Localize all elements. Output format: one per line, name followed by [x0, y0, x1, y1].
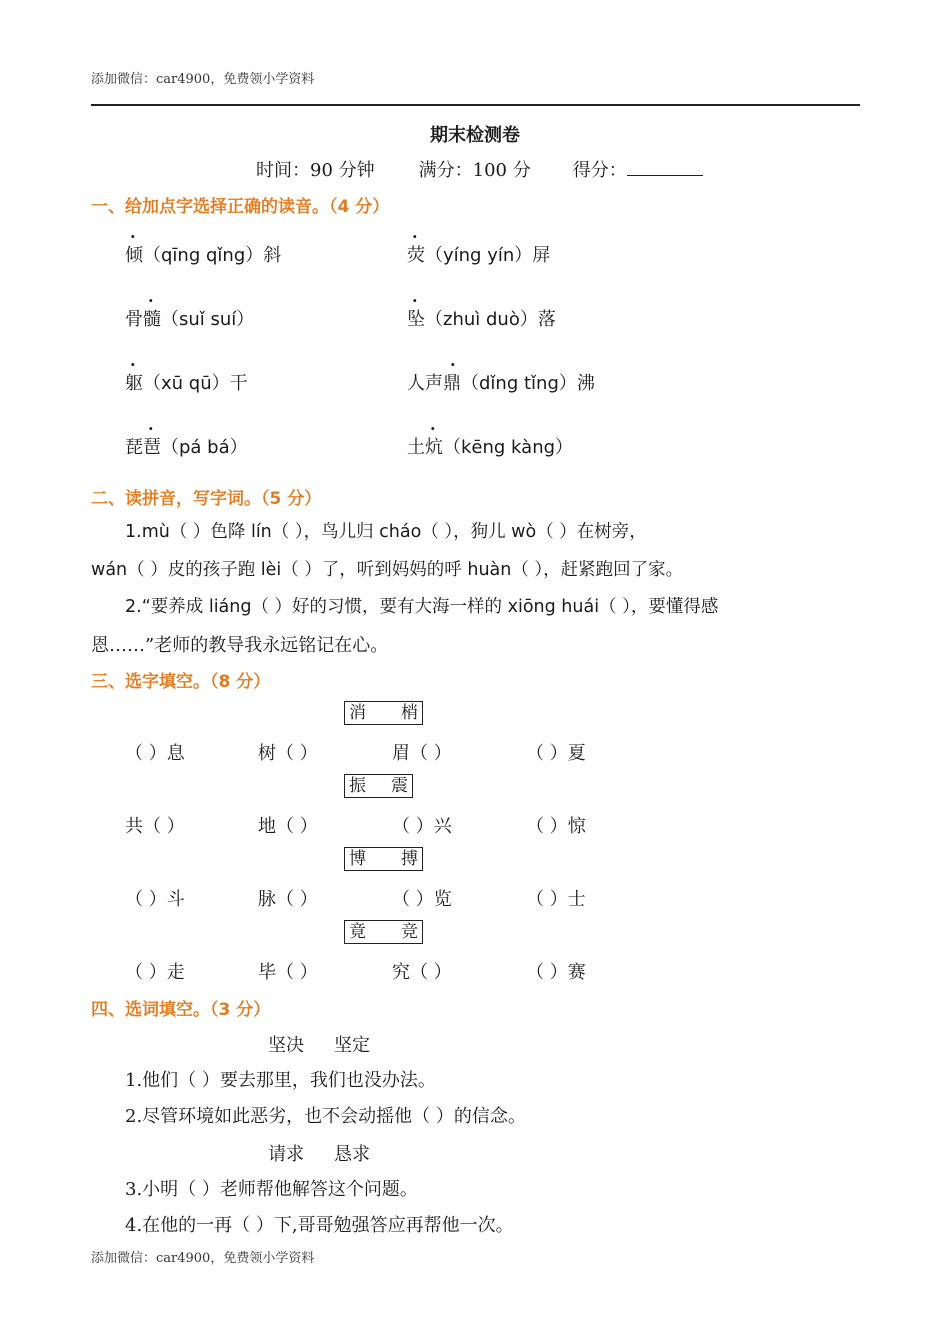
page-title: 期末检测卷 [430, 125, 520, 146]
s1-item-1: 倾（qīng qǐng）斜 [125, 245, 282, 266]
s1-item-6: 人声鼎（dǐng tǐng）沸 [407, 373, 595, 394]
s3-blank: （ ）兴 [392, 816, 452, 837]
s3-blank: （ ）夏 [526, 743, 586, 764]
s3-blank: （ ）赛 [526, 962, 586, 983]
choice-word: 请求 [268, 1144, 304, 1165]
emphasis-dot: . [130, 351, 136, 370]
emphasis-dot: . [130, 223, 136, 242]
s3-blank: 地（ ） [258, 816, 318, 837]
word-choice-2 [268, 1140, 370, 1166]
choice-char: 博 [349, 849, 366, 869]
s2-line-3: 2.“要养成 liáng（ ）好的习惯，要有大海一样的 xiōng huái（ ），要懂得感 [125, 597, 719, 617]
choice-char: 竟 [349, 922, 366, 942]
s3-blank: （ ）息 [125, 743, 185, 764]
section-4-heading: 四、选词填空。（3 分） [91, 1000, 271, 1020]
s1-item-3: 骨髓（suǐ suí） [125, 309, 255, 330]
choice-word: 坚决 [268, 1035, 304, 1056]
s1-item-8: 土炕（kēng kàng） [407, 437, 574, 458]
s3-blank: 眉（ ） [392, 743, 452, 764]
emphasis-dot: . [450, 351, 456, 370]
char-choice-box-2 [344, 774, 413, 798]
s3-blank: 毕（ ） [258, 962, 318, 983]
section-2-heading: 二、读拼音，写字词。（5 分） [91, 489, 322, 509]
char-choice-box-3 [344, 847, 423, 871]
choice-char: 搏 [401, 849, 418, 869]
s4-question-4: 4.在他的一再（ ）下,哥哥勉强答应再帮他一次。 [125, 1215, 514, 1236]
score-label: 得分： [572, 160, 627, 181]
char-choice-box-1 [344, 701, 423, 725]
s2-line-2: wán（ ）皮的孩子跑 lèi（ ）了，听到妈妈的呼 huàn（ ），赶紧跑回了家。 [91, 560, 684, 580]
emphasis-dot: . [148, 287, 154, 306]
full-score-info: 满分：100 分 [418, 160, 531, 181]
choice-char: 竞 [401, 922, 418, 942]
exam-info [256, 156, 703, 182]
watermark-bottom: 添加微信：car4900，免费领小学资料 [91, 1251, 315, 1266]
s2-line-4: 恩……”老师的教导我永远铭记在心。 [91, 635, 389, 656]
header-rule [91, 104, 860, 106]
choice-char: 震 [391, 776, 408, 796]
s3-blank: （ ）惊 [526, 816, 586, 837]
time-info: 时间：90 分钟 [256, 160, 375, 181]
s4-question-2: 2.尽管环境如此恶劣，也不会动摇他（ ）的信念。 [125, 1106, 526, 1127]
s3-blank: 脉（ ） [258, 889, 318, 910]
section-1-heading: 一、给加点字选择正确的读音。（4 分） [91, 197, 390, 217]
s2-line-1: 1.mù（ ）色降 lín（ ），鸟儿归 cháo（ ），狗儿 wò（ ）在树旁， [125, 522, 647, 542]
s1-item-7: 琵琶（pá bá） [125, 437, 248, 458]
section-3-heading: 三、选字填空。（8 分） [91, 672, 271, 692]
word-choice-1 [268, 1031, 370, 1057]
s3-blank: 共（ ） [125, 816, 185, 837]
s3-blank: （ ）斗 [125, 889, 185, 910]
choice-word: 坚定 [334, 1035, 370, 1056]
emphasis-dot: . [412, 223, 418, 242]
choice-char: 振 [349, 776, 366, 796]
choice-char: 梢 [401, 703, 418, 723]
char-choice-box-4 [344, 920, 423, 944]
s1-item-2: 荧（yíng yín）屏 [407, 245, 551, 266]
emphasis-dot: . [412, 287, 418, 306]
s3-blank: （ ）士 [526, 889, 586, 910]
s3-blank: （ ）走 [125, 962, 185, 983]
choice-word: 恳求 [334, 1144, 370, 1165]
emphasis-dot: . [148, 415, 154, 434]
score-blank[interactable] [627, 161, 703, 176]
s3-blank: 究（ ） [392, 962, 452, 983]
s3-blank: 树（ ） [258, 743, 318, 764]
s1-item-5: 躯（xū qū）干 [125, 373, 248, 394]
s4-question-3: 3.小明（ ）老师帮他解答这个问题。 [125, 1179, 418, 1200]
s4-question-1: 1.他们（ ）要去那里，我们也没办法。 [125, 1070, 436, 1091]
choice-char: 消 [349, 703, 366, 723]
s1-item-4: 坠（zhuì duò）落 [407, 309, 556, 330]
emphasis-dot: . [430, 415, 436, 434]
s3-blank: （ ）览 [392, 889, 452, 910]
watermark-top: 添加微信：car4900，免费领小学资料 [91, 72, 315, 87]
